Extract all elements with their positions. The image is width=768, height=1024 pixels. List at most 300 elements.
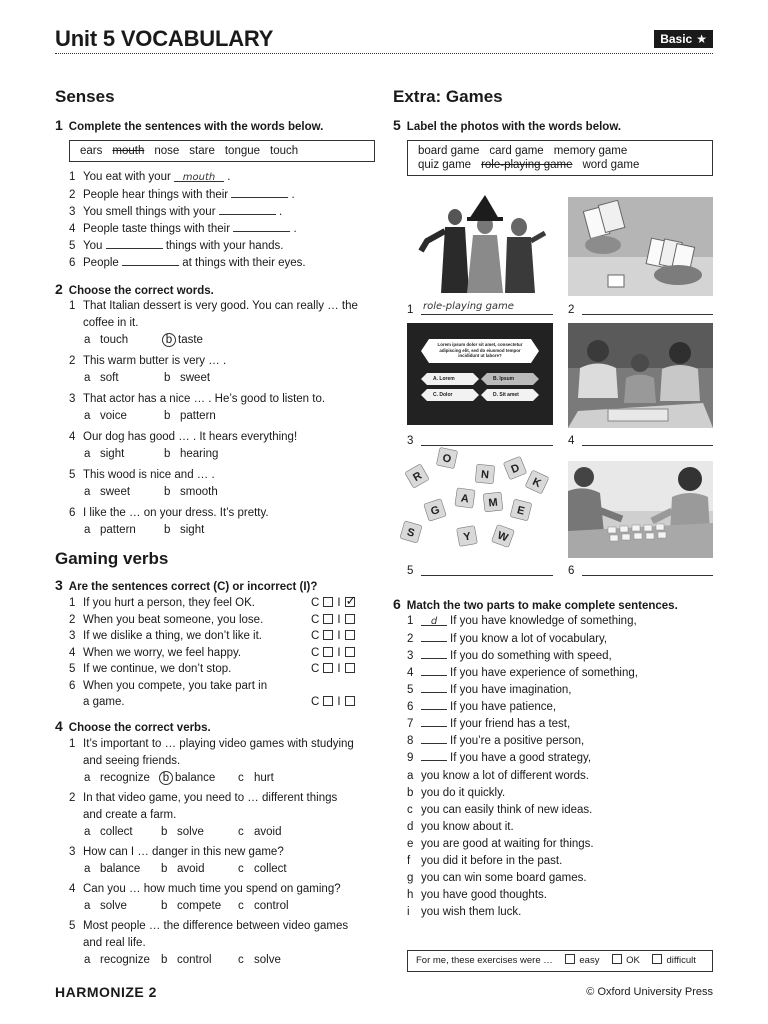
item-number: 5 <box>69 469 76 481</box>
match-answer-blank[interactable] <box>421 732 447 744</box>
quiz-option: A. Lorem <box>433 376 455 382</box>
word-option: stare <box>189 145 215 157</box>
word-option: card game <box>489 145 544 157</box>
question-line <box>69 753 180 769</box>
sentence-start: You eat with your <box>83 171 171 183</box>
question-text: coffee in it. <box>83 317 139 329</box>
photo-label-blank[interactable]: role-playing game <box>421 301 553 315</box>
letter-tile <box>475 464 495 484</box>
exercise-1-heading <box>55 117 323 133</box>
sentence-item <box>69 203 282 220</box>
answer-option-b[interactable] <box>164 522 204 538</box>
incorrect-label: I <box>337 630 341 642</box>
option-letter: a <box>84 486 91 498</box>
statement-text: If we continue, we don’t stop. <box>83 663 232 675</box>
sentence-end: things with your hands. <box>165 240 284 252</box>
sentence-item <box>69 220 297 237</box>
match-answer-blank[interactable] <box>421 681 447 693</box>
statement-text: When you beat someone, you lose. <box>83 613 264 626</box>
question-text: and real life. <box>83 937 146 949</box>
word-option: role-playing game <box>481 159 573 171</box>
sentence-end: . <box>291 189 295 201</box>
quiz-option: C. Dolor <box>433 392 453 398</box>
incorrect-label: I <box>337 646 341 659</box>
sentence-start-item <box>407 715 570 732</box>
sentence-start-text: If you have knowledge of something, <box>450 615 637 627</box>
correct-checkbox[interactable] <box>323 614 333 624</box>
exercise-instruction: Are the sentences correct (C) or incorrect (I)? <box>68 581 318 593</box>
answer-blank[interactable] <box>106 237 163 249</box>
option-text: avoid <box>177 863 205 875</box>
sentence-start-item <box>407 647 612 664</box>
svg-text:W: W <box>495 529 510 545</box>
sentence-start: People <box>83 257 119 269</box>
statement-item <box>69 595 255 611</box>
question-line <box>69 935 146 951</box>
question-line <box>69 918 348 934</box>
sentence-end-text: you did it before in the past. <box>421 855 563 867</box>
statement-item <box>69 612 263 628</box>
item-number: 6 <box>69 507 76 519</box>
option-letter: b <box>164 410 171 422</box>
svg-text:O: O <box>441 452 453 466</box>
option-letter: a <box>84 954 91 966</box>
item-number: 6 <box>69 257 76 269</box>
sentence-start-item <box>407 630 607 647</box>
option-letter: b <box>164 524 171 536</box>
page-header <box>55 24 713 54</box>
answer-option-b[interactable] <box>161 898 221 914</box>
correct-label: C <box>311 646 320 659</box>
sentence-start: People hear things with their <box>83 189 229 201</box>
sentence-end-text: you can easily think of new ideas. <box>421 804 593 816</box>
correct-label: C <box>311 695 320 708</box>
feedback-option-ok: OK <box>626 955 640 966</box>
answer-option-a[interactable] <box>84 408 127 424</box>
question-text: I like the … on your dress. It’s pretty. <box>83 507 269 519</box>
question-line <box>69 298 358 314</box>
sentence-end-item <box>407 785 505 801</box>
feedback-checkbox-ok[interactable] <box>612 954 622 964</box>
item-number: 5 <box>69 663 76 675</box>
sentence-item <box>69 254 306 271</box>
letter-tile <box>457 526 478 547</box>
match-answer-blank[interactable] <box>421 749 447 761</box>
svg-text:R: R <box>411 469 424 485</box>
item-number: 2 <box>69 792 76 804</box>
answer-option-b[interactable] <box>161 952 212 968</box>
answer-option-b[interactable] <box>164 370 210 386</box>
section-title-senses: Senses <box>55 87 115 106</box>
statement-text: When we worry, we feel happy. <box>83 646 242 659</box>
correct-checkbox[interactable] <box>323 696 333 706</box>
answer-option-b[interactable] <box>164 484 218 500</box>
item-number: 9 <box>407 752 414 764</box>
item-number: 8 <box>407 735 414 747</box>
level-label: Basic <box>660 32 693 46</box>
incorrect-checkbox[interactable] <box>345 647 355 657</box>
option-letter: a <box>84 410 91 422</box>
question-text: Can you … how much time you spend on gaming? <box>83 883 341 895</box>
item-number: 4 <box>407 667 414 679</box>
sentence-item <box>69 169 230 185</box>
sentence-start-text: If your friend has a test, <box>450 718 571 730</box>
correct-incorrect-choice <box>311 612 359 628</box>
sentence-start-item <box>407 664 638 681</box>
sentence-end-text: you know a lot of different words. <box>421 770 589 782</box>
answer-option-b[interactable] <box>161 770 215 786</box>
correct-incorrect-choice <box>311 661 359 677</box>
svg-text:Y: Y <box>462 530 472 544</box>
word-option: tongue <box>224 145 261 157</box>
correct-checkbox[interactable] <box>323 630 333 640</box>
item-number: 4 <box>69 646 76 659</box>
answer-option-c[interactable] <box>238 952 281 968</box>
match-answer-blank[interactable] <box>421 698 447 710</box>
feedback-checkbox-easy[interactable] <box>565 954 575 964</box>
feedback-prompt: For me, these exercises were … <box>416 955 553 966</box>
exercise-instruction: Match the two parts to make complete sentences. <box>406 600 678 612</box>
item-number: 6 <box>407 701 414 713</box>
answer-option-a[interactable] <box>84 370 119 386</box>
item-number: 1 <box>69 597 76 609</box>
photo-number: 6 <box>568 565 575 577</box>
item-number: 6 <box>69 679 76 692</box>
word-box <box>407 140 713 176</box>
option-text: collect <box>254 863 287 875</box>
sentence-start-text: If you have experience of something, <box>450 667 638 679</box>
photo-quiz-game <box>407 323 553 425</box>
question-text: That Italian dessert is very good. You can really … the <box>83 300 358 312</box>
option-letter: c <box>238 954 244 966</box>
photo-memory-game <box>568 461 713 558</box>
answer-option-c[interactable] <box>238 824 282 840</box>
item-letter: b <box>407 787 414 799</box>
photo-board-game <box>568 323 713 428</box>
sentence-end-item <box>407 768 589 784</box>
page-title: Unit 5 VOCABULARY <box>55 26 274 51</box>
option-text: control <box>177 954 212 966</box>
item-number: 3 <box>69 206 76 218</box>
photo-number: 1 <box>407 304 414 316</box>
answer-blank[interactable] <box>219 203 276 215</box>
answer-blank[interactable] <box>233 220 290 232</box>
item-letter: a <box>407 770 414 782</box>
option-letter: c <box>238 863 244 875</box>
incorrect-checkbox[interactable] <box>345 630 355 640</box>
sentence-start-item <box>407 732 584 749</box>
option-text: sweet <box>100 486 131 498</box>
item-number: 1 <box>69 738 76 750</box>
option-letter: b <box>162 333 176 347</box>
quiz-question-text: Lorem ipsum dolor sit amet, consectetur adipiscing elit, sed do eiusmod tempor incididunt ut labore? <box>437 342 523 358</box>
item-letter: i <box>407 906 410 918</box>
section-title-extra-games: Extra: Games <box>393 87 503 106</box>
option-letter: a <box>84 448 91 460</box>
option-letter: b <box>161 863 168 875</box>
incorrect-checkbox[interactable] <box>345 663 355 673</box>
letter-tile <box>483 492 503 512</box>
answer-option-b[interactable] <box>164 446 218 462</box>
photo-label-blank[interactable] <box>582 301 713 315</box>
feedback-checkbox-difficult[interactable] <box>652 954 662 964</box>
item-number: 1 <box>407 615 414 627</box>
svg-text:M: M <box>487 496 499 510</box>
option-text: touch <box>100 334 129 346</box>
sentence-end-text: you have good thoughts. <box>421 889 547 901</box>
photo-role-playing <box>407 197 553 293</box>
question-text: This warm butter is very … . <box>83 355 227 367</box>
quiz-option: D. Sit amet <box>493 392 519 398</box>
option-letter: b <box>164 372 171 384</box>
answer-option-a[interactable] <box>84 446 124 462</box>
option-text: sight <box>100 448 125 460</box>
sentence-end-text: you are good at waiting for things. <box>421 838 594 850</box>
correct-checkbox[interactable] <box>323 597 333 607</box>
incorrect-label: I <box>337 663 341 675</box>
question-line <box>69 844 284 860</box>
svg-text:G: G <box>429 503 442 518</box>
sentence-end: . <box>278 206 283 218</box>
svg-text:A: A <box>460 492 470 506</box>
correct-incorrect-choice <box>311 694 359 710</box>
answer-option-a[interactable] <box>84 522 136 538</box>
photo-word-game <box>407 452 553 557</box>
answer-blank[interactable]: mouth <box>174 170 224 182</box>
level-badge <box>654 30 713 48</box>
exercise-instruction: Label the photos with the words below. <box>406 121 622 133</box>
option-text: balance <box>100 863 141 875</box>
answer-option-a[interactable] <box>84 952 150 968</box>
item-number: 1 <box>69 300 76 312</box>
item-number: 3 <box>69 846 76 858</box>
option-text: taste <box>178 334 203 346</box>
incorrect-label: I <box>337 695 341 708</box>
sentence-start-item <box>407 681 571 698</box>
quiz-option: B. Ipsum <box>493 376 515 382</box>
answer-option-a[interactable] <box>84 332 128 348</box>
question-text: This wood is nice and … . <box>83 469 215 481</box>
sentence-start-text: If you have imagination, <box>450 684 572 696</box>
option-letter: b <box>159 771 173 785</box>
incorrect-checkbox[interactable] <box>345 614 355 624</box>
sentence-end-item <box>407 887 547 903</box>
answer-option-c[interactable] <box>238 770 274 786</box>
statement-text: If we dislike a thing, we don’t like it. <box>83 630 262 642</box>
item-number: 1 <box>69 171 76 183</box>
correct-checkbox[interactable] <box>323 647 333 657</box>
correct-label: C <box>311 613 320 626</box>
option-letter: b <box>161 954 168 966</box>
sentence-end-text: you do it quickly. <box>421 787 506 799</box>
sentence-item <box>69 186 295 203</box>
option-text: voice <box>100 410 127 422</box>
exercise-number: 6 <box>393 596 401 612</box>
word-option: mouth <box>112 145 145 157</box>
exercise-instruction: Choose the correct words. <box>68 285 214 297</box>
question-line <box>69 391 325 407</box>
match-answer-blank[interactable] <box>421 647 447 659</box>
sentence-end-item <box>407 819 514 835</box>
option-letter: c <box>238 826 244 838</box>
item-number: 4 <box>69 223 76 235</box>
svg-text:S: S <box>405 526 416 540</box>
item-number: 2 <box>69 355 76 367</box>
sentence-start-text: If you have a good strategy, <box>450 752 592 764</box>
word-option: touch <box>270 145 299 157</box>
sentence-end-item <box>407 870 587 886</box>
option-text: solve <box>100 900 127 912</box>
question-line <box>69 315 138 331</box>
star-icon: ★ <box>696 32 707 46</box>
question-text: and seeing friends. <box>83 755 181 767</box>
photo-number: 3 <box>407 435 414 447</box>
correct-incorrect-choice <box>311 628 359 644</box>
question-line <box>69 429 297 445</box>
exercise-number: 4 <box>55 718 63 734</box>
option-letter: b <box>161 826 168 838</box>
exercise-number: 2 <box>55 281 63 297</box>
photo-number: 5 <box>407 565 414 577</box>
svg-text:K: K <box>530 475 543 491</box>
answer-option-a[interactable] <box>84 824 133 840</box>
word-option: ears <box>80 145 103 157</box>
option-letter: a <box>84 772 91 784</box>
option-text: control <box>254 900 289 912</box>
photo-card-game <box>568 197 713 296</box>
sentence-start-item <box>407 698 556 715</box>
exercise-number: 5 <box>393 117 401 133</box>
answer-option-a[interactable] <box>84 770 150 786</box>
exercise-4-heading <box>55 718 211 734</box>
option-text: solve <box>254 954 281 966</box>
option-letter: c <box>238 900 244 912</box>
option-letter: a <box>84 524 91 536</box>
sentence-end-item <box>407 904 521 920</box>
answer-option-c[interactable] <box>238 861 287 877</box>
item-number: 2 <box>69 613 76 626</box>
sentence-end-item <box>407 836 594 852</box>
feedback-option-difficult: difficult <box>666 955 696 966</box>
item-number: 3 <box>407 650 414 662</box>
sentence-end-item <box>407 802 592 818</box>
option-text: soft <box>100 372 119 384</box>
sentence-end: . <box>227 171 231 183</box>
item-letter: c <box>407 804 413 816</box>
question-line <box>69 807 176 823</box>
option-text: recognize <box>100 954 150 966</box>
option-letter: c <box>238 772 244 784</box>
answer-option-b[interactable] <box>164 332 203 348</box>
question-line <box>69 467 215 483</box>
incorrect-checkbox[interactable] <box>345 593 357 608</box>
section-title-gaming-verbs: Gaming verbs <box>55 549 169 568</box>
item-letter: f <box>407 855 411 867</box>
exercise-2-heading <box>55 281 214 297</box>
word-option: quiz game <box>418 159 472 171</box>
question-line <box>69 790 337 806</box>
option-text: pattern <box>180 410 216 422</box>
photo-label-blank[interactable] <box>582 432 713 446</box>
option-letter: b <box>164 486 171 498</box>
svg-text:E: E <box>515 504 526 518</box>
correct-label: C <box>311 630 320 642</box>
word-option: word game <box>582 159 640 171</box>
item-letter: d <box>407 821 414 833</box>
option-letter: a <box>84 372 91 384</box>
feedback-option-easy: easy <box>579 955 600 966</box>
correct-incorrect-choice <box>311 645 359 661</box>
option-letter: b <box>161 900 168 912</box>
match-answer-blank[interactable]: d <box>421 614 447 626</box>
item-letter: h <box>407 889 414 901</box>
item-number: 3 <box>69 630 76 642</box>
option-text: solve <box>177 826 204 838</box>
item-number: 5 <box>407 684 414 696</box>
question-text: and create a farm. <box>83 809 177 821</box>
match-answer-blank[interactable] <box>421 630 447 642</box>
photo-label-blank[interactable] <box>582 562 713 576</box>
answer-blank[interactable] <box>231 186 288 198</box>
match-answer-blank[interactable] <box>421 715 447 727</box>
letter-tile <box>510 499 532 521</box>
photo-label-blank[interactable] <box>421 432 553 446</box>
answer-option-b[interactable] <box>164 408 216 424</box>
item-number: 2 <box>69 189 76 201</box>
answer-option-b[interactable] <box>161 824 204 840</box>
statement-line <box>83 694 125 710</box>
sentence-end-text: you know about it. <box>421 821 514 833</box>
word-row <box>418 144 702 158</box>
item-number: 3 <box>69 393 76 405</box>
question-line <box>69 353 226 369</box>
option-text: sight <box>180 524 205 536</box>
answer-blank[interactable] <box>122 254 179 266</box>
exercise-number: 1 <box>55 117 63 133</box>
answer-option-b[interactable] <box>161 861 205 877</box>
statement-text: a game. <box>83 695 125 708</box>
sentence-end: . <box>293 223 297 235</box>
statement-item <box>69 678 267 694</box>
word-option: nose <box>154 145 180 157</box>
checkmark-icon: ✓ <box>345 593 357 608</box>
footer-copyright: © Oxford University Press <box>586 986 713 998</box>
option-text: balance <box>175 772 216 784</box>
option-letter: b <box>164 448 171 460</box>
option-letter: a <box>84 334 91 346</box>
correct-label: C <box>311 663 320 675</box>
answer-option-c[interactable] <box>238 898 289 914</box>
answer-option-a[interactable] <box>84 861 140 877</box>
exercise-3-heading <box>55 577 317 593</box>
item-number: 5 <box>69 920 76 932</box>
photo-label-blank[interactable] <box>421 562 553 576</box>
answer-option-a[interactable] <box>84 484 130 500</box>
word-option: board game <box>418 145 480 157</box>
sentence-end-item <box>407 853 562 869</box>
question-line <box>69 881 341 897</box>
item-number: 4 <box>69 883 76 895</box>
answer-option-a[interactable] <box>84 898 127 914</box>
match-answer-blank[interactable] <box>421 664 447 676</box>
letter-tile <box>436 447 457 468</box>
item-letter: e <box>407 838 414 850</box>
sentence-item <box>69 237 283 254</box>
incorrect-checkbox[interactable] <box>345 696 355 706</box>
svg-text:D: D <box>509 461 522 476</box>
option-text: pattern <box>100 524 136 536</box>
correct-checkbox[interactable] <box>323 663 333 673</box>
